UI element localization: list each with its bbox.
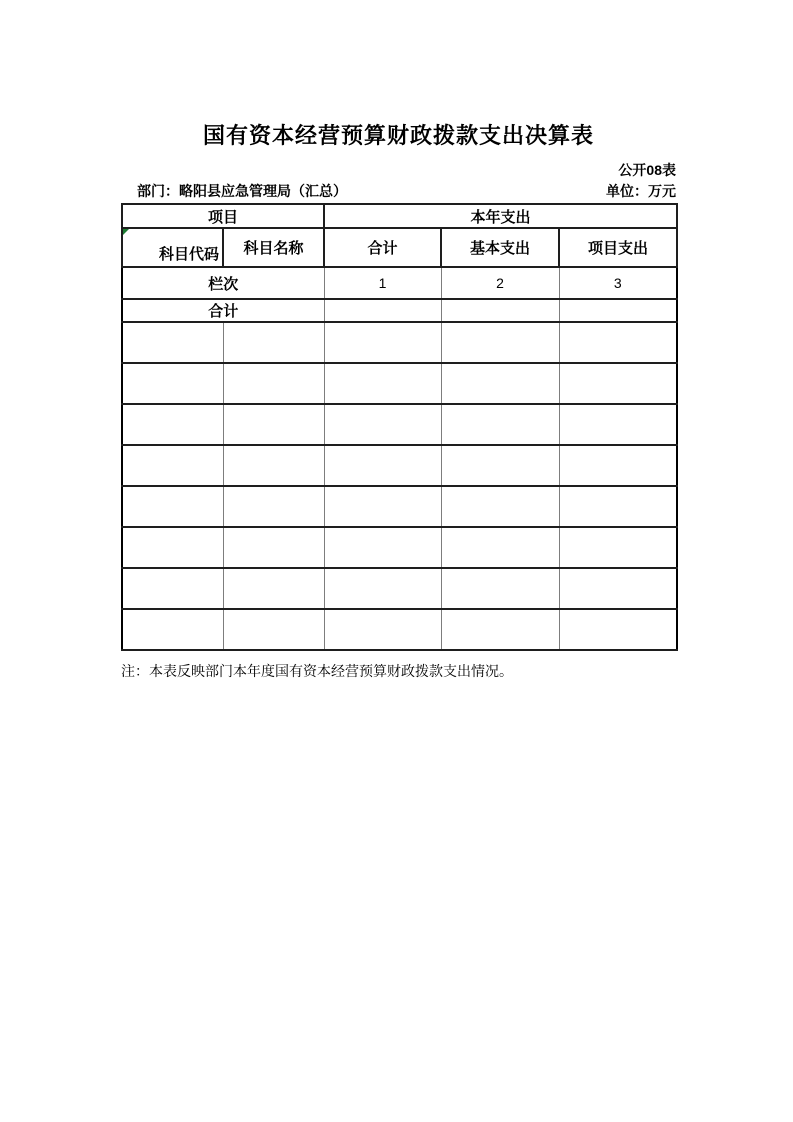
empty-cell (324, 404, 441, 445)
empty-cell (559, 486, 677, 527)
empty-cell (559, 568, 677, 609)
header-basic-expenditure: 基本支出 (441, 228, 559, 267)
empty-cell (441, 527, 559, 568)
empty-cell (122, 445, 223, 486)
table-body (122, 299, 677, 650)
header-group-project: 项目 (122, 204, 324, 228)
empty-cell (441, 363, 559, 404)
page-title: 国有资本经营预算财政拨款支出决算表 (202, 123, 594, 148)
empty-data-row (122, 568, 677, 609)
table-note: 注：本表反映部门本年度国有资本经营预算财政拨款支出情况。 (121, 665, 513, 680)
total-row (122, 299, 677, 322)
form-code-label: 公开08表 (618, 162, 676, 178)
header-subject-code-label: 科目代码 (158, 246, 219, 263)
column-index-2: 2 (441, 267, 559, 299)
empty-cell (324, 486, 441, 527)
empty-cell (559, 322, 677, 363)
empty-data-row (122, 445, 677, 486)
empty-cell (559, 404, 677, 445)
empty-data-row (122, 322, 677, 363)
empty-cell (122, 568, 223, 609)
empty-cell (441, 404, 559, 445)
department-label: 部门：略阳县应急管理局（汇总） (137, 183, 347, 199)
empty-data-row (122, 609, 677, 650)
total-row-value-total (324, 299, 441, 322)
total-row-label: 合计 (122, 299, 324, 322)
empty-cell (223, 609, 324, 650)
empty-cell (441, 609, 559, 650)
empty-cell (559, 445, 677, 486)
empty-cell (559, 527, 677, 568)
empty-cell (122, 322, 223, 363)
empty-cell (324, 568, 441, 609)
empty-data-row (122, 486, 677, 527)
empty-cell (122, 486, 223, 527)
empty-data-row (122, 527, 677, 568)
empty-cell (223, 486, 324, 527)
column-index-row (122, 267, 677, 299)
empty-cell (122, 363, 223, 404)
empty-cell (324, 527, 441, 568)
empty-cell (223, 527, 324, 568)
expenditure-table (121, 203, 678, 651)
header-group-row (122, 204, 677, 228)
header-project-expenditure: 项目支出 (559, 228, 677, 267)
unit-label: 单位：万元 (606, 183, 676, 199)
empty-cell (223, 568, 324, 609)
empty-cell (223, 445, 324, 486)
empty-cell (324, 445, 441, 486)
empty-cell (122, 404, 223, 445)
empty-cell (122, 527, 223, 568)
empty-cell (223, 322, 324, 363)
total-row-value-project (559, 299, 677, 322)
empty-cell (441, 445, 559, 486)
column-index-label: 栏次 (122, 267, 324, 299)
header-columns-row (122, 228, 677, 267)
empty-cell (223, 404, 324, 445)
empty-cell (324, 609, 441, 650)
empty-cell (223, 363, 324, 404)
column-index-1: 1 (324, 267, 441, 299)
empty-data-row (122, 363, 677, 404)
empty-cell (441, 568, 559, 609)
empty-cell (559, 363, 677, 404)
header-subject-name: 科目名称 (223, 228, 324, 267)
empty-cell (324, 322, 441, 363)
total-row-value-basic (441, 299, 559, 322)
excel-error-marker-icon (123, 229, 129, 235)
column-index-3: 3 (559, 267, 677, 299)
meta-row (121, 181, 676, 201)
header-group-current-year: 本年支出 (324, 204, 677, 228)
header-total: 合计 (324, 228, 441, 267)
empty-data-row (122, 404, 677, 445)
empty-cell (441, 322, 559, 363)
empty-cell (122, 609, 223, 650)
empty-cell (559, 609, 677, 650)
header-subject-code (122, 228, 223, 267)
empty-cell (324, 363, 441, 404)
empty-cell (441, 486, 559, 527)
